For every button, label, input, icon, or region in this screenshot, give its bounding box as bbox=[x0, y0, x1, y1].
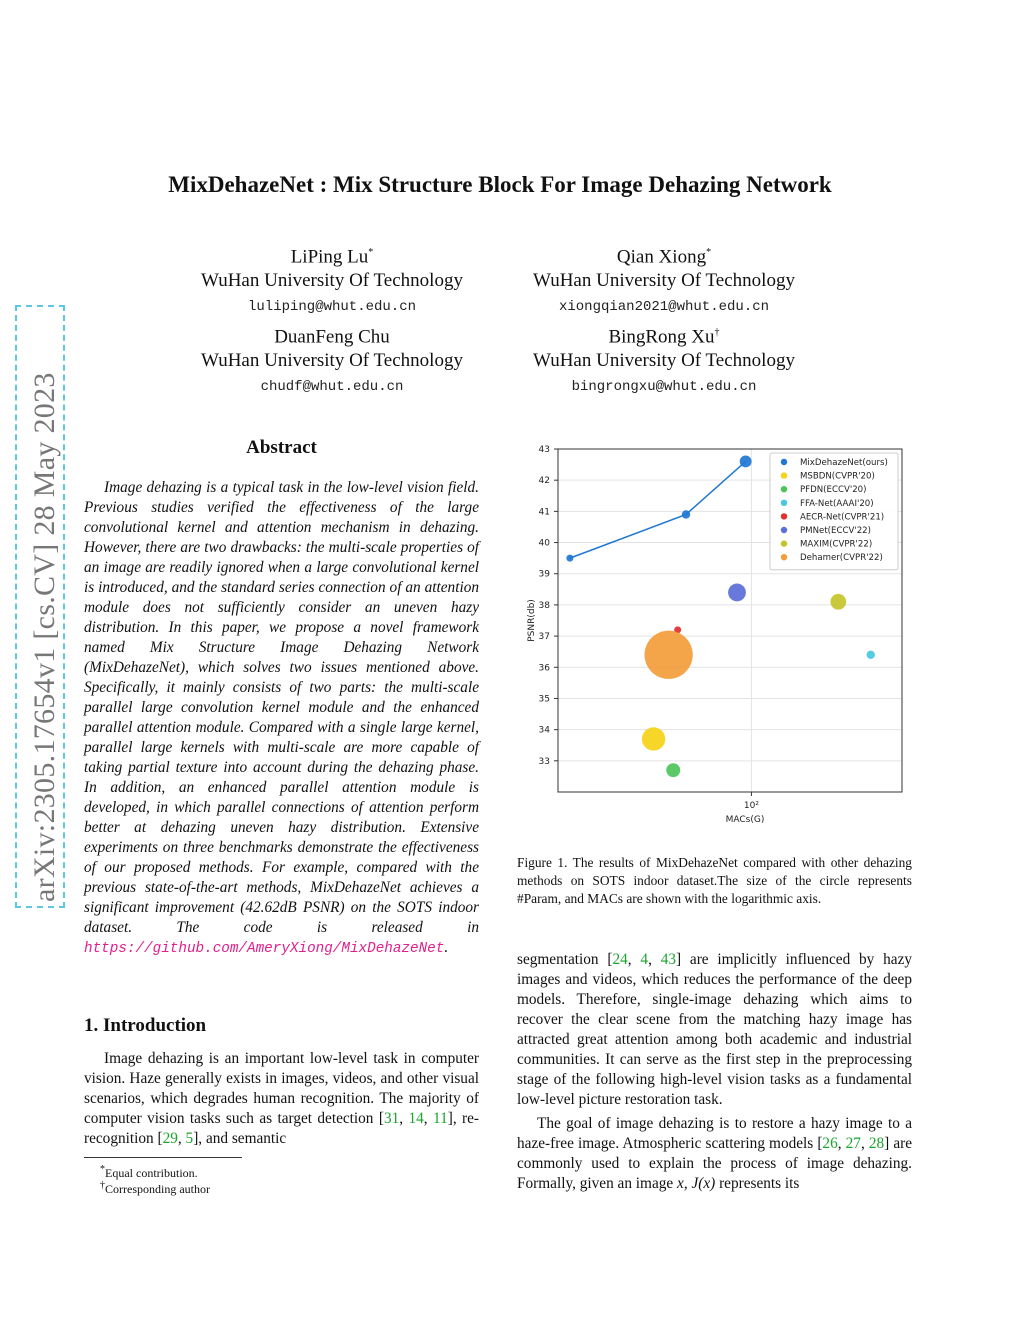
legend-label: Dehamer(CVPR'22) bbox=[800, 553, 883, 564]
legend-marker bbox=[781, 554, 787, 560]
author-affiliation: WuHan University Of Technology bbox=[201, 270, 463, 292]
author-name: DuanFeng Chu bbox=[274, 326, 390, 348]
author-name: LiPing Lu bbox=[290, 246, 369, 268]
footnote-rule bbox=[84, 1157, 242, 1158]
legend-label: MSBDN(CVPR'20) bbox=[800, 471, 875, 482]
separator: , bbox=[648, 951, 661, 968]
legend-marker bbox=[781, 513, 787, 519]
citation-link[interactable]: 27 bbox=[845, 1135, 861, 1152]
author-affiliation: WuHan University Of Technology bbox=[533, 270, 795, 292]
right-paragraph-1 bbox=[517, 950, 912, 1110]
citation-link[interactable]: 14 bbox=[408, 1110, 424, 1127]
author-affiliation: WuHan University Of Technology bbox=[533, 350, 795, 372]
legend-label: PFDN(ECCV'20) bbox=[800, 485, 867, 496]
footnote-text: Equal contribution. bbox=[105, 1166, 198, 1180]
footnote-text: Corresponding author bbox=[105, 1182, 210, 1196]
legend-marker bbox=[781, 500, 787, 506]
body-text: represents its bbox=[715, 1175, 800, 1192]
data-point bbox=[867, 651, 875, 659]
author-block-2 bbox=[499, 242, 829, 320]
separator: , bbox=[860, 1135, 869, 1152]
data-point bbox=[645, 631, 693, 679]
legend-label: AECR-Net(CVPR'21) bbox=[800, 512, 885, 523]
author-email[interactable]: bingrongxu@whut.edu.cn bbox=[571, 379, 757, 396]
legend-marker bbox=[781, 486, 787, 492]
y-tick-label: 41 bbox=[538, 507, 550, 518]
data-point bbox=[830, 594, 846, 610]
legend-marker bbox=[781, 540, 787, 546]
y-tick-label: 33 bbox=[538, 756, 550, 767]
figure-1-chart bbox=[520, 440, 912, 830]
math-variable: x bbox=[677, 1175, 684, 1192]
legend-marker bbox=[781, 459, 787, 465]
paper-title: MixDehazeNet : Mix Structure Block For Image Dehazing Network bbox=[168, 172, 832, 197]
separator: , bbox=[423, 1110, 433, 1127]
legend-label: MixDehazeNet(ours) bbox=[800, 458, 888, 468]
body-text: ] are implicitly influenced by hazy images and videos, which reduces the performance of the deep models. Therefore, single-image dehazing which aims to recover the clear scene from the matching hazy image has attracted great attention among both academic and industrial communities. It can serve as the first step in the preprocessing stage of the following high-level vision tasks as a fundamental low-level picture restoration task. bbox=[517, 951, 913, 1108]
x-axis-label: MACs(G) bbox=[725, 815, 765, 825]
data-point bbox=[682, 510, 690, 518]
math-variable: J(x) bbox=[691, 1175, 716, 1192]
arxiv-stamp: arXiv:2305.17654v1 [cs.CV] 28 May 2023 bbox=[28, 372, 61, 902]
body-text: The goal of image dehazing is to restore a hazy image to a haze-free image. Atmospheric scattering models [ bbox=[517, 1115, 912, 1152]
abstract-heading: Abstract bbox=[246, 437, 317, 458]
author-email[interactable]: xiongqian2021@whut.edu.cn bbox=[558, 299, 770, 316]
x-tick-label: 10² bbox=[743, 801, 759, 811]
y-tick-label: 35 bbox=[538, 694, 550, 705]
y-tick-label: 43 bbox=[538, 445, 550, 455]
intro-text: ], and semantic bbox=[193, 1130, 287, 1147]
separator: , bbox=[177, 1130, 186, 1147]
y-tick-label: 40 bbox=[538, 538, 550, 549]
citation-link[interactable]: 29 bbox=[162, 1130, 178, 1147]
right-column-text bbox=[517, 950, 912, 1194]
code-link[interactable]: https://github.com/AmeryXiong/MixDehazeNet bbox=[84, 941, 445, 957]
citation-link[interactable]: 28 bbox=[868, 1135, 885, 1152]
data-point bbox=[740, 456, 752, 468]
separator: , bbox=[627, 951, 641, 968]
author-mark: * bbox=[368, 247, 374, 258]
intro-text: Image dehazing is an important low-level task in computer vision. Haze generally exists in images, videos, and other visual scenarios, which degrades human recognition. The majority of computer vision tasks such as target detection [ bbox=[84, 1050, 479, 1127]
abstract-text: Image dehazing is a typical task in the low-level vision field. Previous studies verified the effectiveness of the large convolutional kernel and attention mechanism in dehazing. However, there are two drawbacks: the multi-scale properties of an image are readily ignored when a large convolutional kernel is introduced, and the standard series connection of an attention module does not sufficiently consider an uneven hazy distribution. In this paper, we propose a novel framework named Mix Structure Image Dehazing Network (MixDehazeNet), which solves two issues mentioned above. Specifically, it mainly consists of two parts: the multi-scale parallel large convolution kernel module and the enhanced parallel attention module. Compared with a single large kernel, parallel large kernels with multi-scale are more capable of taking partial texture into account during the dehazing phase. In addition, an enhanced parallel attention module is developed, in which parallel connections of attention perform better at dehazing uneven hazy distribution. Extensive experiments on three benchmarks demonstrate the effectiveness of our proposed methods. For example, compared with the previous state-of-the-art methods, MixDehazeNet achieves a significant improvement (42.62dB PSNR) on the SOTS indoor dataset. The code is released in bbox=[84, 479, 479, 936]
citation-link[interactable]: 11 bbox=[432, 1110, 448, 1127]
citation-link[interactable]: 4 bbox=[640, 951, 649, 968]
right-paragraph-2 bbox=[517, 1114, 912, 1194]
author-block-1 bbox=[167, 242, 497, 320]
author-block-4 bbox=[499, 322, 829, 400]
footnote-2 bbox=[100, 1178, 210, 1197]
citation-link[interactable]: 26 bbox=[822, 1135, 838, 1152]
legend-marker bbox=[781, 527, 787, 533]
intro-text: ], re-recognition [ bbox=[84, 1110, 479, 1147]
author-mark: † bbox=[714, 327, 720, 338]
separator: , bbox=[399, 1110, 409, 1127]
data-point bbox=[642, 727, 665, 750]
citation-link[interactable]: 31 bbox=[383, 1110, 400, 1127]
body-text: , bbox=[683, 1175, 692, 1192]
author-block-3 bbox=[167, 322, 497, 400]
separator: , bbox=[837, 1135, 846, 1152]
y-tick-label: 39 bbox=[538, 569, 550, 580]
body-text: segmentation [ bbox=[517, 951, 613, 968]
author-email[interactable]: chudf@whut.edu.cn bbox=[260, 379, 404, 396]
y-tick-label: 42 bbox=[538, 476, 550, 487]
y-axis-label: PSNR(db) bbox=[527, 599, 537, 642]
y-tick-label: 37 bbox=[538, 632, 550, 643]
data-point bbox=[728, 584, 746, 602]
section-heading-introduction: 1. Introduction bbox=[84, 1015, 207, 1036]
citation-link[interactable]: 43 bbox=[660, 951, 676, 968]
author-affiliation: WuHan University Of Technology bbox=[201, 350, 463, 372]
footnote-mark: † bbox=[100, 1180, 105, 1191]
legend-label: PMNet(ECCV'22) bbox=[800, 526, 871, 536]
data-point bbox=[666, 763, 680, 777]
legend-label: MAXIM(CVPR'22) bbox=[800, 539, 873, 550]
footnote-mark: * bbox=[100, 1164, 105, 1175]
intro-paragraph bbox=[84, 1049, 479, 1149]
y-tick-label: 38 bbox=[538, 600, 550, 611]
figure-caption: Figure 1. The results of MixDehazeNet compared with other dehazing methods on SOTS indoor dataset.The size of the circle represents #Param, and MACs are shown with the logarithmic axis. bbox=[517, 855, 912, 906]
citation-link[interactable]: 5 bbox=[185, 1130, 194, 1147]
abstract-body bbox=[84, 478, 479, 959]
y-tick-label: 36 bbox=[538, 663, 550, 674]
abstract-end: . bbox=[444, 939, 449, 956]
author-name: BingRong Xu bbox=[608, 326, 715, 348]
citation-link[interactable]: 24 bbox=[612, 951, 628, 968]
legend-label: FFA-Net(AAAI'20) bbox=[800, 498, 874, 509]
y-tick-label: 34 bbox=[538, 725, 550, 736]
author-name: Qian Xiong bbox=[616, 246, 707, 268]
legend-marker bbox=[781, 472, 787, 478]
author-mark: * bbox=[706, 247, 712, 258]
data-point bbox=[566, 555, 573, 562]
series-line-mixdehazenet bbox=[570, 461, 746, 558]
author-email[interactable]: luliping@whut.edu.cn bbox=[247, 299, 417, 316]
body-text: ] are commonly used to explain the process of image dehazing. Formally, given an image bbox=[517, 1135, 913, 1192]
